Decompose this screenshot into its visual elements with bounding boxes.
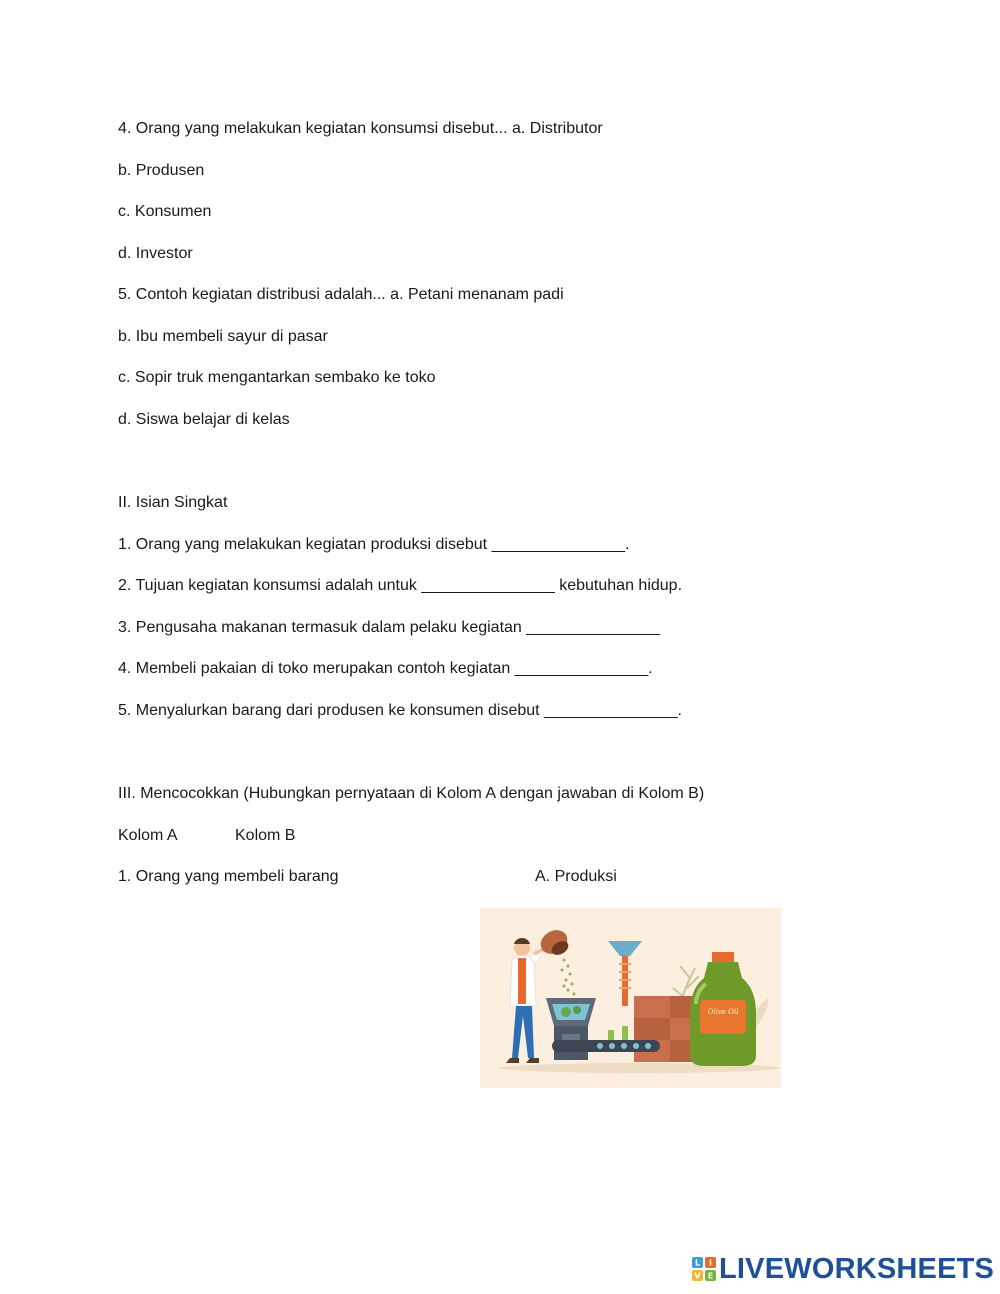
short-answer-2: 2. Tujuan kegiatan konsumsi adalah untuk _______________ kebutuhan hidup. <box>118 577 683 594</box>
match-row-1-statement: 1. Orang yang membeli barang <box>118 868 339 885</box>
question-4-option-c: c. Konsumen <box>118 203 212 220</box>
production-scene-icon <box>480 908 781 1088</box>
bottle-label: Olive Oil <box>707 1008 739 1016</box>
short-answer-5: 5. Menyalurkan barang dari produsen ke konsumen disebut _______________. <box>118 702 682 719</box>
svg-text:L: L <box>694 1258 701 1268</box>
production-illustration <box>480 908 781 1088</box>
short-answer-4: 4. Membeli pakaian di toko merupakan contoh kegiatan _______________. <box>118 660 653 677</box>
question-5-option-c: c. Sopir truk mengantarkan sembako ke toko <box>118 369 436 386</box>
question-5-option-b: b. Ibu membeli sayur di pasar <box>118 328 328 345</box>
liveworksheets-logo <box>692 1252 994 1286</box>
liveworksheets-wordmark: LIVEWORKSHEETS <box>719 1253 995 1285</box>
svg-text:V: V <box>694 1271 701 1281</box>
question-5-option-d: d. Siswa belajar di kelas <box>118 411 290 428</box>
section-2-heading: II. Isian Singkat <box>118 494 228 511</box>
question-4: 4. Orang yang melakukan kegiatan konsumsi disebut... a. Distributor <box>118 120 603 137</box>
svg-text:I: I <box>709 1258 712 1268</box>
match-row-1-answer: A. Produksi <box>535 868 617 885</box>
short-answer-3: 3. Pengusaha makanan termasuk dalam pelaku kegiatan _______________ <box>118 619 660 636</box>
svg-text:E: E <box>707 1271 714 1281</box>
short-answer-1: 1. Orang yang melakukan kegiatan produksi disebut _______________. <box>118 536 630 553</box>
question-4-option-b: b. Produsen <box>118 162 205 179</box>
column-a-label: Kolom A <box>118 827 178 844</box>
question-5: 5. Contoh kegiatan distribusi adalah... a. Petani menanam padi <box>118 286 564 303</box>
column-b-label: Kolom B <box>235 827 296 844</box>
question-4-option-d: d. Investor <box>118 245 193 262</box>
liveworksheets-logo-icon <box>692 1257 716 1281</box>
section-3-heading: III. Mencocokkan (Hubungkan pernyataan di Kolom A dengan jawaban di Kolom B) <box>118 785 705 802</box>
